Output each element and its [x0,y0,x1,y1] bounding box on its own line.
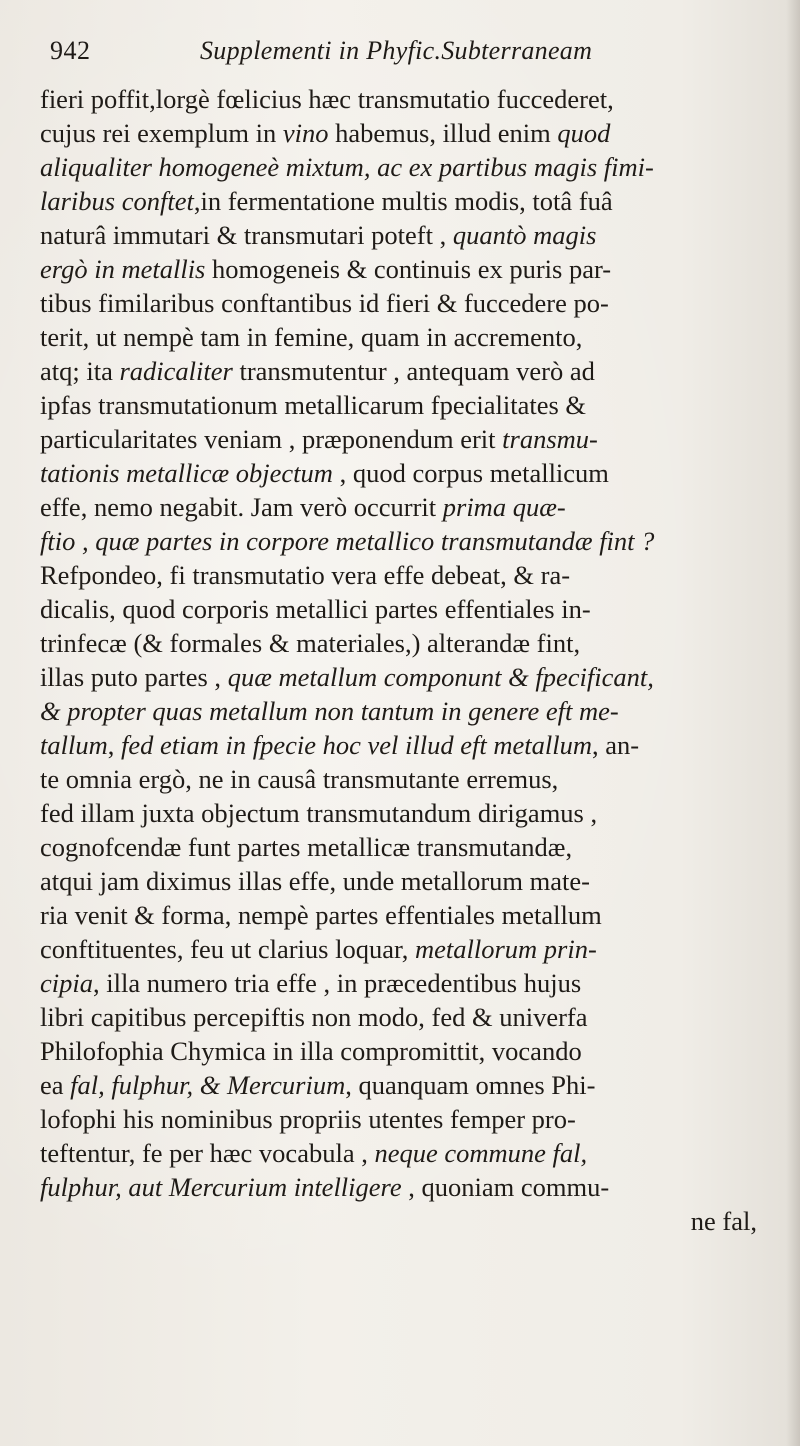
roman-span: homogeneis & continuis ex puris par- [205,254,612,284]
text-line [40,626,775,660]
roman-span: dicalis, quod corporis metallici partes effentiales in- [40,594,591,624]
italic-span: neque commune fal, [374,1138,588,1168]
roman-span: transmutentur , antequam verò ad [232,356,595,386]
text-line [40,490,775,524]
roman-span: Refpondeo, fi transmutatio vera effe debeat, & ra- [40,560,571,590]
text-line [40,252,775,286]
text-line [40,218,775,252]
italic-span: fed etiam in fpecie hoc vel illud eft metallum [120,730,592,760]
text-line [40,1136,775,1170]
text-line [40,558,775,592]
text-line [40,184,775,218]
roman-span: effe, nemo negabit. Jam verò occurrit [40,492,443,522]
roman-span: lofophi his nominibus propriis utentes femper pro- [40,1104,576,1134]
roman-span: tibus fimilaribus conftantibus id fieri & fuccedere po- [40,288,609,318]
roman-span: conftituentes, feu ut clarius loquar, [40,934,415,964]
text-line [40,1000,775,1034]
text-line [40,830,775,864]
text-line [40,660,775,694]
italic-span: quod [557,118,611,148]
page-header [40,36,760,70]
page-edge-shadow [786,0,800,1446]
text-line [40,1204,775,1238]
roman-span: ea [40,1070,71,1100]
roman-span: , quoniam commu- [401,1172,610,1202]
body-text [40,82,775,1238]
roman-span: ,in fermentatione multis modis, totâ fuâ [193,186,613,216]
page-number: 942 [50,36,91,65]
roman-span: atq; ita [40,356,120,386]
italic-span: tationis metallicæ objectum [40,458,333,488]
text-line [40,864,775,898]
roman-span: particularitates veniam , præponendum erit [40,424,503,454]
running-head: Supplementi in Phyfic.Subterraneam [200,36,593,65]
italic-span: cipia [40,968,93,998]
text-line [40,456,775,490]
text-line [40,932,775,966]
text-line [40,524,775,558]
roman-span: fed illam juxta objectum transmutandum dirigamus , [40,798,598,828]
roman-span: cognofcendæ funt partes metallicæ transmutandæ, [40,832,573,862]
text-line [40,1102,775,1136]
italic-span: ftio , quæ partes in corpore metallico transmutandæ fint ? [40,526,655,556]
text-line [40,354,775,388]
roman-span: , [107,730,121,760]
italic-span: quæ metallum componunt & fpecificant, [227,662,654,692]
roman-span: atqui jam diximus illas effe, unde metallorum mate- [40,866,590,896]
text-line [40,592,775,626]
roman-span: naturâ immutari & transmutari poteft , [40,220,453,250]
italic-span: quantò magis [452,220,597,250]
roman-span: terit, ut nempè tam in femine, quam in accremento, [40,322,583,352]
roman-span: ipfas transmutationum metallicarum fpecialitates & [40,390,587,420]
text-line [40,82,775,116]
text-line [40,1068,775,1102]
text-line [40,286,775,320]
text-line [40,762,775,796]
italic-span: prima quæ- [442,492,566,522]
text-line [40,728,775,762]
italic-span: vino [282,118,329,148]
roman-span: , illa numero tria effe , in præcedentibus hujus [93,968,582,998]
italic-span: transmu- [502,424,598,454]
roman-span: , quod corpus metallicum [332,458,609,488]
text-line [40,898,775,932]
text-line [40,422,775,456]
roman-span: cujus rei exemplum in [40,118,283,148]
roman-span: trinfecæ (& formales & materiales,) alterandæ fint, [40,628,581,658]
roman-span: ria venit & forma, nempè partes effentiales metallum [40,900,602,930]
italic-span: metallorum prin- [414,934,597,964]
roman-span: illas puto partes , [40,662,228,692]
text-line [40,1170,775,1204]
italic-span: laribus conftet [40,186,194,216]
text-line [40,796,775,830]
text-line [40,966,775,1000]
italic-span: tallum [40,730,108,760]
roman-span: ne fal, [690,1206,757,1236]
italic-span: radicaliter [119,356,233,386]
roman-span: fieri poffit,lorgè fœlicius hæc transmutatio fuccederet, [40,84,614,114]
italic-span: fulphur, aut Mercurium intelligere [40,1172,402,1202]
text-line [40,320,775,354]
text-line [40,150,775,184]
roman-span: habemus, illud enim [328,118,558,148]
roman-span: , an- [591,730,640,760]
roman-span: te omnia ergò, ne in causâ transmutante erremus, [40,764,559,794]
text-line [40,388,775,422]
roman-span: teftentur, fe per hæc vocabula , [40,1138,375,1168]
text-line [40,694,775,728]
roman-span: libri capitibus percepiftis non modo, fed & univerfa [40,1002,588,1032]
italic-span: aliqualiter homogeneè mixtum, ac ex partibus magis fimi- [40,152,654,182]
italic-span: fal, fulphur, & Mercurium [70,1070,346,1100]
text-line [40,116,775,150]
roman-span: Philofophia Chymica in illa compromittit, vocando [40,1036,582,1066]
roman-span: , quanquam omnes Phi- [345,1070,596,1100]
italic-span: ergò in metallis [40,254,206,284]
italic-span: & propter quas metallum non tantum in genere eft me- [40,696,619,726]
text-line [40,1034,775,1068]
